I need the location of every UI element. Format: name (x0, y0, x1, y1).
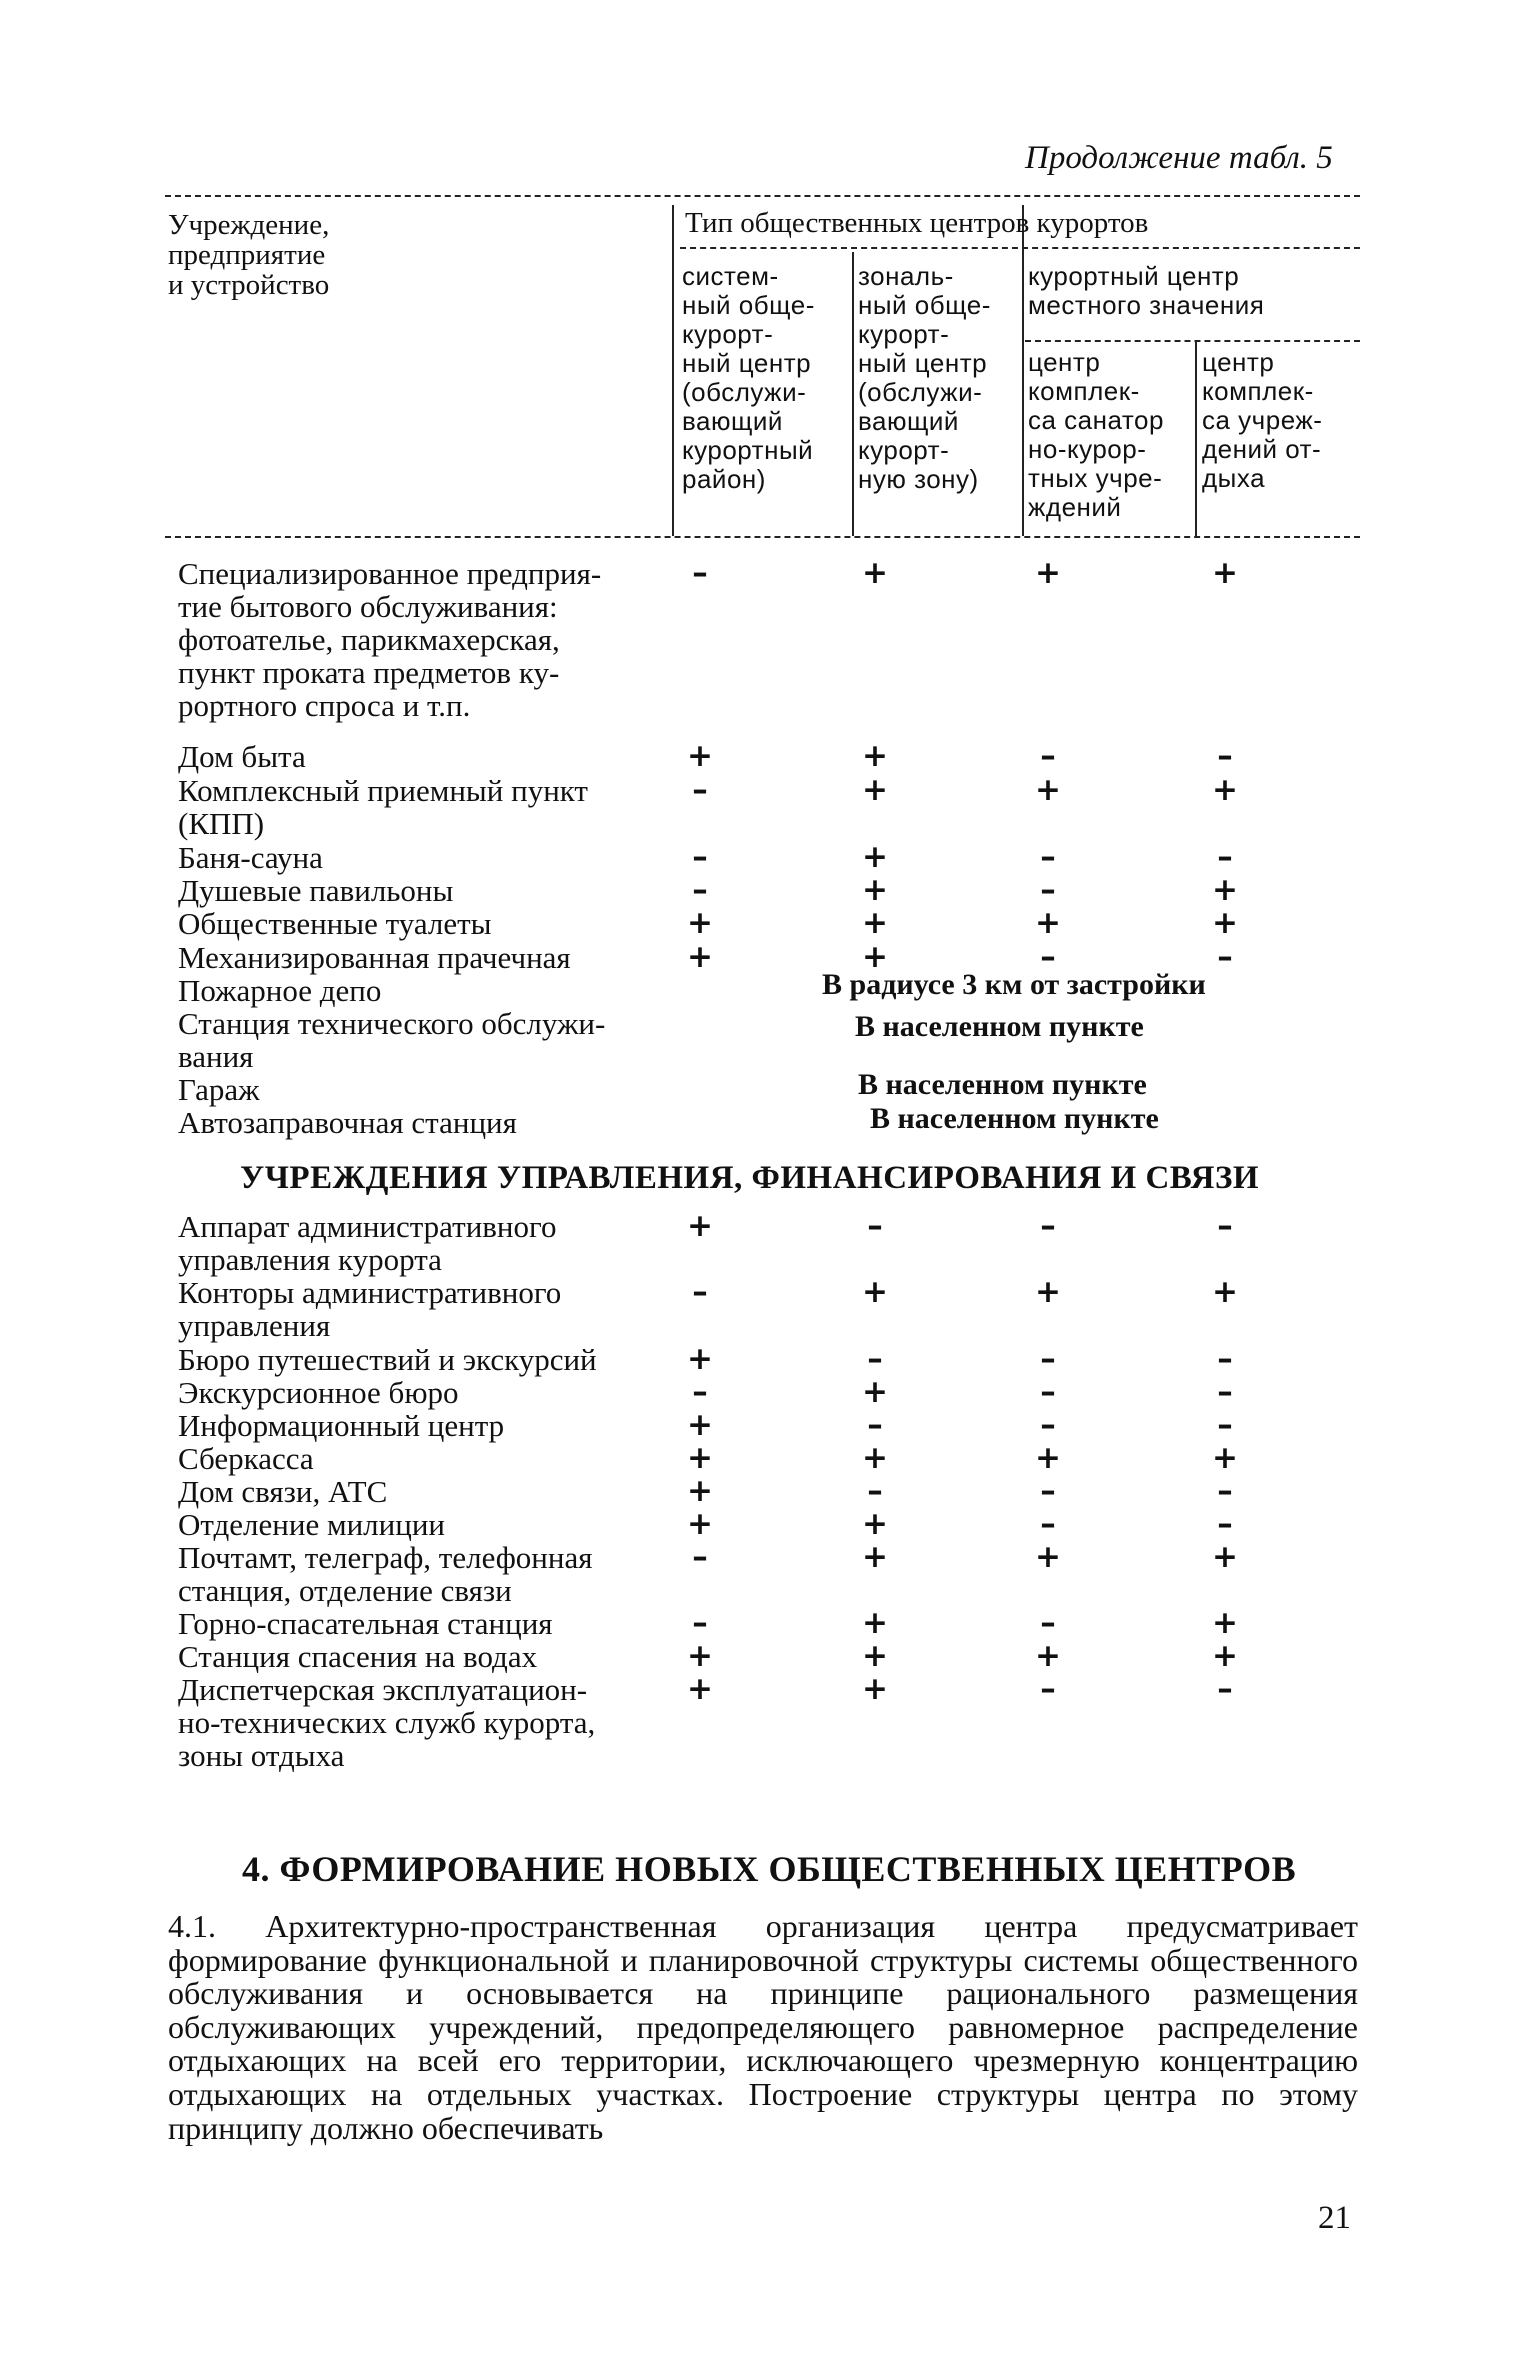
row-name: Бюро путешествий и экскурсий (178, 1342, 597, 1377)
cell: + (1035, 1638, 1061, 1674)
header-sub-rule (1025, 340, 1360, 342)
cell: + (1035, 555, 1061, 591)
cell: – (692, 839, 708, 875)
cell: + (687, 1671, 713, 1707)
row-name: Комплексный приемный пункт (КПП) (178, 773, 588, 841)
cell: + (1212, 1605, 1238, 1641)
row-name: Сберкасса (178, 1441, 314, 1476)
cell: + (862, 1539, 888, 1575)
cell: – (1217, 1341, 1233, 1377)
cell: – (1040, 872, 1056, 908)
cell: + (1035, 1440, 1061, 1476)
cell: – (1217, 738, 1233, 774)
row-name: Отделение милиции (178, 1507, 446, 1542)
cell: – (1217, 839, 1233, 875)
cell: + (862, 738, 888, 774)
cell: + (1035, 772, 1061, 808)
cell: + (1212, 905, 1238, 941)
cell: + (1212, 872, 1238, 908)
header-top-rule (165, 195, 1360, 197)
cell: + (1035, 905, 1061, 941)
cell: – (692, 1374, 708, 1410)
cell: + (1212, 772, 1238, 808)
cell: – (1040, 839, 1056, 875)
cell: – (1040, 738, 1056, 774)
cell: + (1212, 1539, 1238, 1575)
row-name: Дом быта (178, 739, 306, 774)
header-divider-1 (852, 252, 854, 536)
row-name: Гараж (178, 1072, 260, 1107)
header-group-title: Тип общественных центров курортов (685, 207, 1149, 239)
cell: – (1040, 939, 1056, 975)
row-name: Диспетчерская эксплуатацион- но-технических служб курорта, зоны отдыха (178, 1672, 596, 1773)
cell: – (692, 1539, 708, 1575)
cell: – (867, 1407, 883, 1443)
cell: – (1040, 1605, 1056, 1641)
cell: – (1040, 1671, 1056, 1707)
cell: + (862, 1638, 888, 1674)
cell: – (867, 1208, 883, 1244)
section-title: УЧРЕЖДЕНИЯ УПРАВЛЕНИЯ, ФИНАНСИРОВАНИЯ И СВЯЗИ (240, 1160, 1260, 1196)
header-divider-2 (1022, 205, 1024, 536)
header-group-rule (680, 247, 1360, 249)
cell: + (687, 905, 713, 941)
header-col4: центр комплек- са учреж- дений от- дыха (1202, 347, 1323, 493)
cell: – (1217, 1208, 1233, 1244)
cell: – (867, 1473, 883, 1509)
cell: – (1217, 1374, 1233, 1410)
cell: – (1040, 1407, 1056, 1443)
header-col2: зональ- ный обще- курорт- ный центр (обслужи- вающий курорт- ную зону) (858, 261, 991, 494)
cell: + (862, 1671, 888, 1707)
cell: + (862, 555, 888, 591)
cell: + (862, 1374, 888, 1410)
cell: + (862, 1440, 888, 1476)
continuation-label: Продолжение табл. 5 (1025, 140, 1333, 176)
cell: – (1217, 1671, 1233, 1707)
cell: + (862, 905, 888, 941)
row-note: В населенном пункте (855, 1010, 1144, 1043)
cell: + (687, 1440, 713, 1476)
header-divider-3 (1195, 342, 1197, 536)
row-name: Экскурсионное бюро (178, 1375, 459, 1410)
row-name: Специализированное предприя- тие бытового обслуживания: фотоателье, парикмахерская, пункт проката предметов ку- рортного спроса и т.п. (178, 556, 602, 723)
cell: – (1040, 1506, 1056, 1542)
header-col1: систем- ный обще- курорт- ный центр (обслужи- вающий курортный район) (682, 261, 815, 494)
header-col34-title: курортный центр местного значения (1028, 261, 1265, 320)
cell: – (1217, 1407, 1233, 1443)
cell: + (1035, 1539, 1061, 1575)
row-name: Пожарное депо (178, 973, 382, 1008)
row-name: Почтамт, телеграф, телефонная станция, отделение связи (178, 1540, 593, 1608)
row-name: Информационный центр (178, 1408, 505, 1443)
cell: + (1212, 1638, 1238, 1674)
row-name: Дом связи, АТС (178, 1474, 388, 1509)
cell: – (692, 772, 708, 808)
row-name: Станция спасения на водах (178, 1639, 538, 1674)
cell: + (687, 1638, 713, 1674)
cell: + (1212, 555, 1238, 591)
cell: + (862, 1506, 888, 1542)
cell: + (862, 939, 888, 975)
cell: + (1035, 1274, 1061, 1310)
cell: – (1217, 1506, 1233, 1542)
cell: – (1040, 1208, 1056, 1244)
section-heading: 4. ФОРМИРОВАНИЕ НОВЫХ ОБЩЕСТВЕННЫХ ЦЕНТРОВ (242, 1849, 1297, 1889)
cell: + (687, 1208, 713, 1244)
header-divider-0 (672, 205, 674, 536)
cell: – (1040, 1374, 1056, 1410)
row-name: Баня-сауна (178, 840, 323, 875)
cell: + (1212, 1440, 1238, 1476)
cell: – (1040, 1341, 1056, 1377)
cell: + (687, 1341, 713, 1377)
cell: – (692, 1605, 708, 1641)
cell: – (1217, 939, 1233, 975)
header-col0: Учреждение, предприятие и устройство (168, 209, 330, 301)
cell: – (692, 872, 708, 908)
cell: + (862, 1605, 888, 1641)
cell: + (687, 939, 713, 975)
row-note: В радиусе 3 км от застройки (822, 968, 1206, 1001)
row-name: Душевые павильоны (178, 873, 454, 908)
cell: + (862, 772, 888, 808)
cell: – (867, 1341, 883, 1377)
row-name: Аппарат административного управления курорта (178, 1209, 557, 1277)
row-name: Механизированная прачечная (178, 940, 571, 975)
cell: – (1040, 1473, 1056, 1509)
page-number: 21 (1318, 2200, 1351, 2236)
cell: + (687, 1473, 713, 1509)
header-bottom-rule (165, 536, 1360, 538)
cell: – (692, 555, 708, 591)
row-name: Горно-спасательная станция (178, 1606, 553, 1641)
cell: + (687, 1506, 713, 1542)
cell: + (687, 738, 713, 774)
body-paragraph: 4.1. Архитектурно-пространственная организация центра предусматривает формирование функциональной и планировочной структуры системы общественного обслуживания и основывается на принципе рационального размещения обслуживающих учреждений, предопределяющего равномерное распределение отдыхающих на всей его территории, исключающего чрезмерную концентрацию отдыхающих на отдельных участках. Построение структуры центра по этому принципу должно обеспечивать (168, 1908, 1358, 2146)
row-note: В населенном пункте (858, 1068, 1147, 1101)
cell: + (862, 872, 888, 908)
cell: + (862, 839, 888, 875)
cell: + (687, 1407, 713, 1443)
header-col3: центр комплек- са санатор но-курор- тных учре- ждений (1028, 347, 1164, 522)
cell: – (692, 1274, 708, 1310)
cell: + (862, 1274, 888, 1310)
row-name: Станция технического обслужи- вания (178, 1006, 606, 1074)
cell: + (1212, 1274, 1238, 1310)
cell: – (1217, 1473, 1233, 1509)
row-note: В населенном пункте (870, 1102, 1159, 1135)
row-name: Конторы административного управления (178, 1275, 562, 1343)
row-name: Общественные туалеты (178, 906, 492, 941)
row-name: Автозаправочная станция (178, 1105, 517, 1140)
